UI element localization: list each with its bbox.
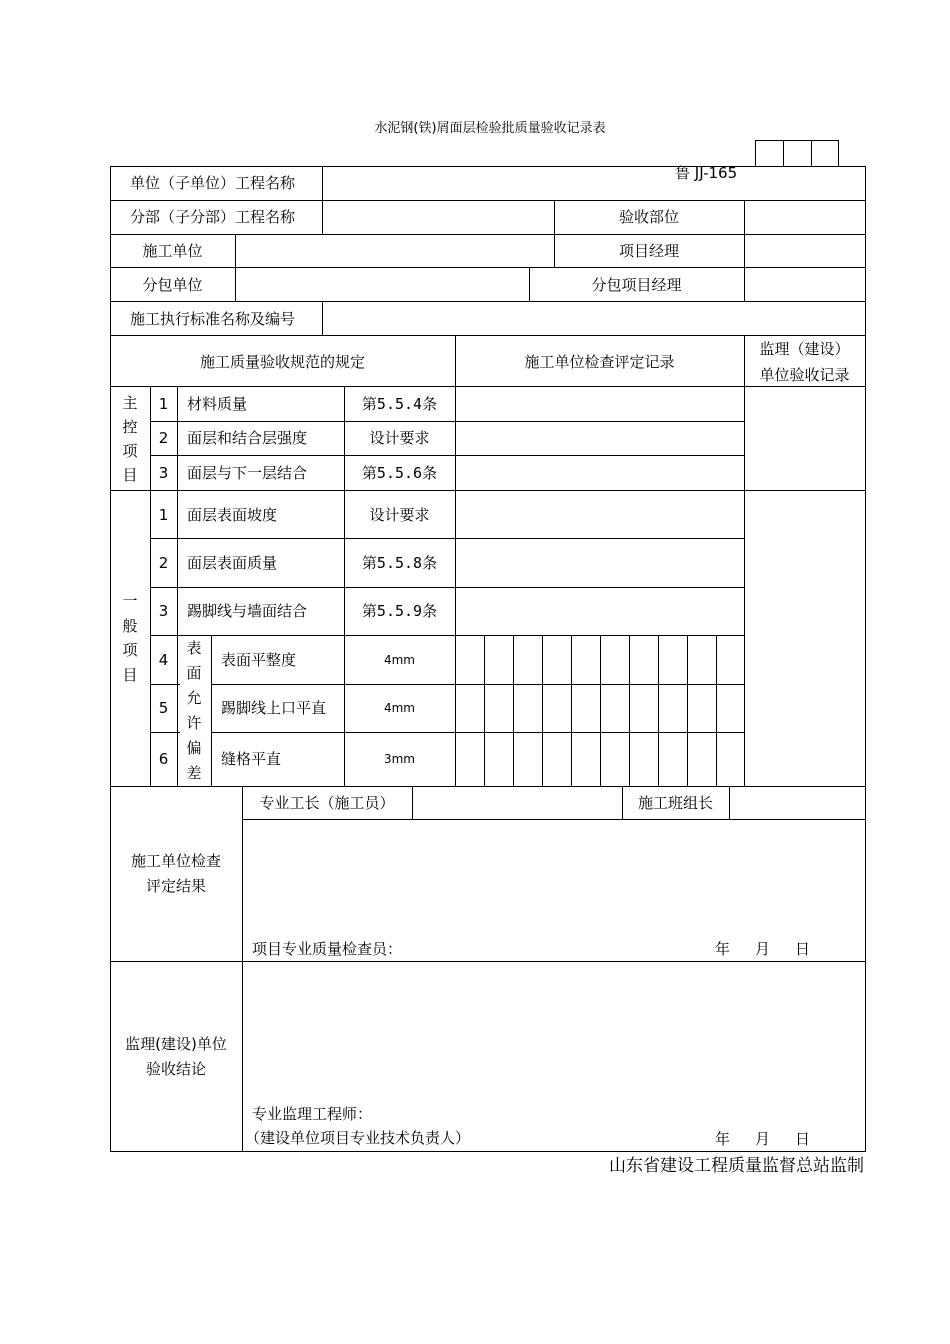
foreman-label: 专业工长（施工员） <box>259 794 395 812</box>
quality-inspector-label: 项目专业质量检查员： <box>252 940 403 958</box>
contractor-month: 月 <box>755 940 771 958</box>
sub-project-manager-label: 分包项目经理 <box>591 276 682 294</box>
team-leader-label: 施工班组长 <box>637 794 713 812</box>
supervisor-conclusion-label-line2: 验收结论 <box>145 1060 206 1078</box>
contractor-result-label-line2: 评定结果 <box>145 877 206 895</box>
footer-issuer: 山东省建设工程质量监督总站监制 <box>609 1156 864 1176</box>
supervisor-conclusion-label-line1: 监理(建设)单位 <box>125 1035 227 1053</box>
owner-technical-lead-label: （建设单位项目专业技术负责人） <box>245 1129 471 1147</box>
contractor-result-label-line1: 施工单位检查 <box>130 852 221 870</box>
construction-unit-label: 施工单位 <box>142 242 203 260</box>
supervisor-day: 日 <box>795 1130 811 1148</box>
contractor-day: 日 <box>795 940 811 958</box>
supervisor-record-header-line1: 监理（建设） <box>759 340 850 358</box>
spec-header: 施工质量验收规范的规定 <box>199 353 365 371</box>
supervisor-record-header-line2: 单位验收记录 <box>759 366 850 384</box>
supervising-engineer-label: 专业监理工程师： <box>252 1105 373 1123</box>
standard-label: 施工执行标准名称及编号 <box>130 310 296 328</box>
sub-project-label: 分部（子分部）工程名称 <box>130 208 296 226</box>
form-code: 鲁 JJ-165 <box>675 164 738 182</box>
inspection-part-label: 验收部位 <box>618 208 679 226</box>
contractor-year: 年 <box>715 940 731 958</box>
contractor-record-header: 施工单位检查评定记录 <box>524 353 675 371</box>
project-manager-label: 项目经理 <box>618 242 679 260</box>
subcontractor-label: 分包单位 <box>142 276 203 294</box>
supervisor-year: 年 <box>715 1130 731 1148</box>
unit-project-label: 单位（子单位）工程名称 <box>130 174 296 192</box>
page-title: 水泥钢(铁)屑面层检验批质量验收记录表 <box>374 121 606 136</box>
supervisor-month: 月 <box>755 1130 771 1148</box>
